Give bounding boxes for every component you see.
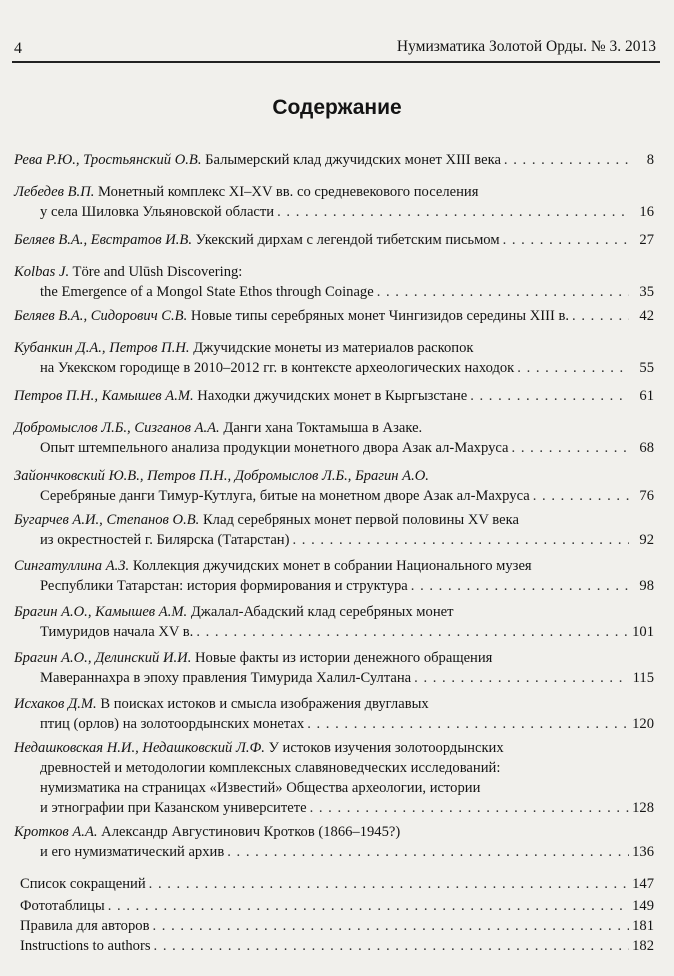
toc-entry-text (14, 558, 532, 574)
dot-leader (154, 936, 629, 956)
toc-entry-title: нумизматика на страницах «Известий» Общества археологии, истории (40, 780, 481, 796)
toc-entry-text (40, 282, 374, 302)
toc-page-number: 42 (639, 308, 654, 324)
page-number: 4 (14, 40, 22, 57)
toc-entry-title: на Укекском городище в 2010–2012 гг. в контексте археологических находок (40, 360, 515, 376)
toc-page-number: 182 (632, 938, 654, 954)
toc-entry-title: Находки джучидских монет в Кыргызстане (193, 388, 468, 404)
toc-entry-line (14, 282, 654, 302)
toc-page-number: 149 (632, 898, 654, 914)
toc-entry-title: Балымерский клад джучидских монет XIII века (201, 152, 501, 168)
toc-entry-line (14, 262, 654, 282)
toc-entry-text (40, 842, 224, 862)
toc-entry-title: Опыт штемпельного анализа продукции монетного двора Азак ал-Махруса (40, 440, 509, 456)
dot-leader (152, 916, 629, 936)
toc-entry-line (14, 386, 654, 406)
dot-leader (227, 842, 629, 862)
toc-entry (14, 338, 654, 378)
toc-entry-line (14, 510, 654, 530)
toc-entry-text (40, 438, 509, 458)
toc-entry (14, 306, 654, 326)
toc-entry-authors: Сингатуллина А.З. (14, 558, 130, 574)
toc-entry-authors: Петров П.Н., Камышев А.М. (14, 388, 194, 404)
toc-entry (14, 602, 654, 642)
toc-page-number: 181 (632, 918, 654, 934)
dot-leader (470, 386, 629, 406)
toc-misc-entry (20, 916, 654, 936)
toc-entry-text (40, 668, 411, 688)
dot-leader (196, 622, 629, 642)
toc-entry (14, 738, 654, 818)
toc-page-number: 120 (632, 716, 654, 732)
toc-entry-title: Республики Татарстан: история формирования и структура (40, 578, 408, 594)
dot-leader (512, 438, 629, 458)
dot-leader (310, 798, 629, 818)
toc-entry-text (40, 798, 307, 818)
toc-misc-title: Правила для авторов (20, 918, 150, 934)
toc-misc-title: Фототаблицы (20, 898, 105, 914)
toc-entry-authors: Лебедев В.П. (14, 184, 95, 200)
toc-entry-line (14, 338, 654, 358)
dot-leader (503, 230, 629, 250)
toc-entry-line (14, 622, 654, 642)
toc-entry-text (14, 230, 500, 250)
toc-page-number: 115 (632, 670, 654, 686)
toc-entry-line (14, 556, 654, 576)
toc-entry-text (14, 604, 453, 620)
toc-misc-entry (20, 896, 654, 916)
dot-leader (517, 358, 629, 378)
toc-entry-title: Серебряные данги Тимур-Кутлуга, битые на монетном дворе Азак ал-Махруса (40, 488, 530, 504)
toc-entry-text (40, 714, 304, 734)
toc-entry-text (40, 760, 500, 776)
toc-entry-line (14, 306, 654, 326)
toc-entry-title: Новые факты из истории денежного обращения (191, 650, 493, 666)
toc-misc-entry (20, 936, 654, 956)
toc-entry (14, 822, 654, 862)
toc-entry-line (14, 202, 654, 222)
toc-entry-title: the Emergence of a Mongol State Ethos through Coinage (40, 284, 374, 300)
toc-entry (14, 386, 654, 406)
dot-leader (572, 306, 629, 326)
toc-page-number: 68 (639, 440, 654, 456)
toc-page-number: 98 (639, 578, 654, 594)
toc-entry-line (14, 602, 654, 622)
toc-entry-authors: Брагин А.О., Камышев А.М. (14, 604, 188, 620)
toc-entry (14, 556, 654, 596)
toc-entry-title: Тимуридов начала XV в. (40, 624, 194, 640)
toc-entry-text (14, 824, 400, 840)
toc-entry-title: у села Шиловка Ульяновской области (40, 204, 275, 220)
toc-entry-text (40, 202, 274, 222)
toc-entry-line (14, 842, 654, 862)
toc-entry-line (14, 668, 654, 688)
dot-leader (292, 530, 629, 550)
toc-entry-line (14, 530, 654, 550)
toc-entry-title: Джучидские монеты из материалов раскопок (189, 340, 474, 356)
toc-entry-title: Джалал-Абадский клад серебряных монет (187, 604, 454, 620)
toc-entry-authors: Бугарчев А.И., Степанов О.В. (14, 512, 200, 528)
toc-entry-text (14, 386, 467, 406)
toc-entry-line (14, 738, 654, 758)
toc-entry-line (14, 778, 654, 798)
dot-leader (277, 202, 629, 222)
toc-entry-text (40, 780, 480, 796)
toc-entry-title: Укекский дирхам с легендой тибетским письмом (192, 232, 500, 248)
toc-page-number: 101 (632, 624, 654, 640)
toc-entry-line (14, 358, 654, 378)
toc-page-number: 147 (632, 876, 654, 892)
toc-entry-title: В поисках истоков и смысла изображения двуглавых (96, 696, 429, 712)
toc-entry-text (14, 264, 242, 280)
toc-page-number: 27 (639, 232, 654, 248)
toc-entry-authors: Исхаков Д.М. (14, 696, 97, 712)
toc-misc-title: Instructions to authors (20, 938, 151, 954)
toc-entry-title: и этнографии при Казанском университете (40, 800, 307, 816)
toc-entry (14, 230, 654, 250)
toc-page-number: 128 (632, 800, 654, 816)
toc-entry-title: древностей и методологии комплексных славяноведческих исследований: (40, 760, 501, 776)
toc-page-number: 92 (639, 532, 654, 548)
toc-entry-text (40, 530, 289, 550)
dot-leader (149, 874, 629, 894)
toc-page-number: 8 (646, 152, 654, 168)
toc-entry-line (14, 486, 654, 506)
toc-entry-line (14, 150, 654, 170)
running-head: Нумизматика Золотой Орды. № 3. 2013 (396, 38, 656, 55)
toc-entry-authors: Добромыслов Л.Б., Сизганов А.А. (14, 420, 220, 436)
toc-entry-text (14, 340, 474, 356)
toc-entry-title: Мавераннахра в эпоху правления Тимурида Халил-Султана (40, 670, 412, 686)
toc-entry-title: птиц (орлов) на золотоордынских монетах (40, 716, 305, 732)
dot-leader (504, 150, 629, 170)
toc-entry-line (14, 758, 654, 778)
toc-entry-title: Клад серебряных монет первой половины XV века (199, 512, 519, 528)
toc-entry-line (14, 438, 654, 458)
toc-entry-text (14, 650, 492, 666)
toc-entry-authors: Недашковская Н.И., Недашковский Л.Ф. (14, 740, 265, 756)
toc-entry-line (14, 418, 654, 438)
header-rule (12, 61, 660, 63)
toc-entry-text (40, 358, 514, 378)
toc-entry-line (14, 714, 654, 734)
toc-entry (14, 150, 654, 170)
toc-entry-authors: Кубанкин Д.А., Петров П.Н. (14, 340, 190, 356)
toc-entry-authors: Беляев В.А., Сидорович С.В. (14, 308, 188, 324)
toc-entry-line (14, 822, 654, 842)
toc-entry-line (14, 182, 654, 202)
toc-entry-title: Töre and Ulūsh Discovering: (69, 264, 243, 280)
toc-entry-text (14, 420, 422, 436)
toc-page-number: 35 (639, 284, 654, 300)
toc-entry-title: Александр Августинович Кротков (1866–1945?) (97, 824, 401, 840)
toc-entry-authors: Брагин А.О., Делинский И.И. (14, 650, 192, 666)
dot-leader (414, 668, 629, 688)
toc-entry-title: У истоков изучения золотоордынских (264, 740, 504, 756)
toc-page-number: 16 (639, 204, 654, 220)
toc-entry-text (14, 184, 478, 200)
toc-entry-line (14, 466, 654, 486)
toc-entry (14, 466, 654, 506)
toc-entry-text (40, 622, 193, 642)
toc-entry-title: и его нумизматический архив (40, 844, 225, 860)
toc-entry-title: Коллекция джучидских монет в собрании Национального музея (129, 558, 532, 574)
contents-title: Содержание (272, 96, 402, 119)
toc-entry-title: Данги хана Токтамыша в Азаке. (219, 420, 423, 436)
toc-entry (14, 418, 654, 458)
toc-entry-text (14, 740, 504, 756)
toc-entry-line (14, 648, 654, 668)
toc-entry-authors: Зайончковский Ю.В., Петров П.Н., Добромыслов Л.Б., Брагин А.О. (14, 468, 429, 484)
toc-page-number: 76 (639, 488, 654, 504)
toc-entry-authors: Кротков А.А. (14, 824, 98, 840)
dot-leader (533, 486, 629, 506)
toc-entry-line (14, 576, 654, 596)
toc-entry-title: Новые типы серебряных монет Чингизидов середины XIII в. (187, 308, 570, 324)
dot-leader (411, 576, 629, 596)
toc-entry-line (14, 694, 654, 714)
toc-entry-authors: Kolbas J. (14, 264, 70, 280)
toc-page-number: 55 (639, 360, 654, 376)
toc-entry-text (14, 512, 519, 528)
toc-entry-text (14, 306, 569, 326)
toc-entry (14, 262, 654, 302)
toc-entry (14, 648, 654, 688)
toc-entry (14, 510, 654, 550)
toc-entry-line (14, 230, 654, 250)
toc-entry-text (40, 486, 530, 506)
toc-entry-authors: Рева Р.Ю., Тростьянский О.В. (14, 152, 202, 168)
toc-entry-authors: Беляев В.А., Евстратов И.В. (14, 232, 192, 248)
toc-entry (14, 182, 654, 222)
dot-leader (377, 282, 629, 302)
dot-leader (307, 714, 629, 734)
toc-page-number: 136 (632, 844, 654, 860)
toc-entry-title: Монетный комплекс XI–XV вв. со средневекового поселения (94, 184, 479, 200)
toc-misc-entry (20, 874, 654, 894)
toc-page-number: 61 (639, 388, 654, 404)
toc-entry-text (14, 468, 429, 484)
toc-entry (14, 694, 654, 734)
toc-entry-title: из окрестностей г. Билярска (Татарстан) (40, 532, 290, 548)
toc-entry-text (14, 150, 501, 170)
toc-entry-text (40, 576, 408, 596)
toc-entry-line (14, 798, 654, 818)
dot-leader (108, 896, 629, 916)
toc-misc-title: Список сокращений (20, 876, 146, 892)
toc-entry-text (14, 696, 429, 712)
